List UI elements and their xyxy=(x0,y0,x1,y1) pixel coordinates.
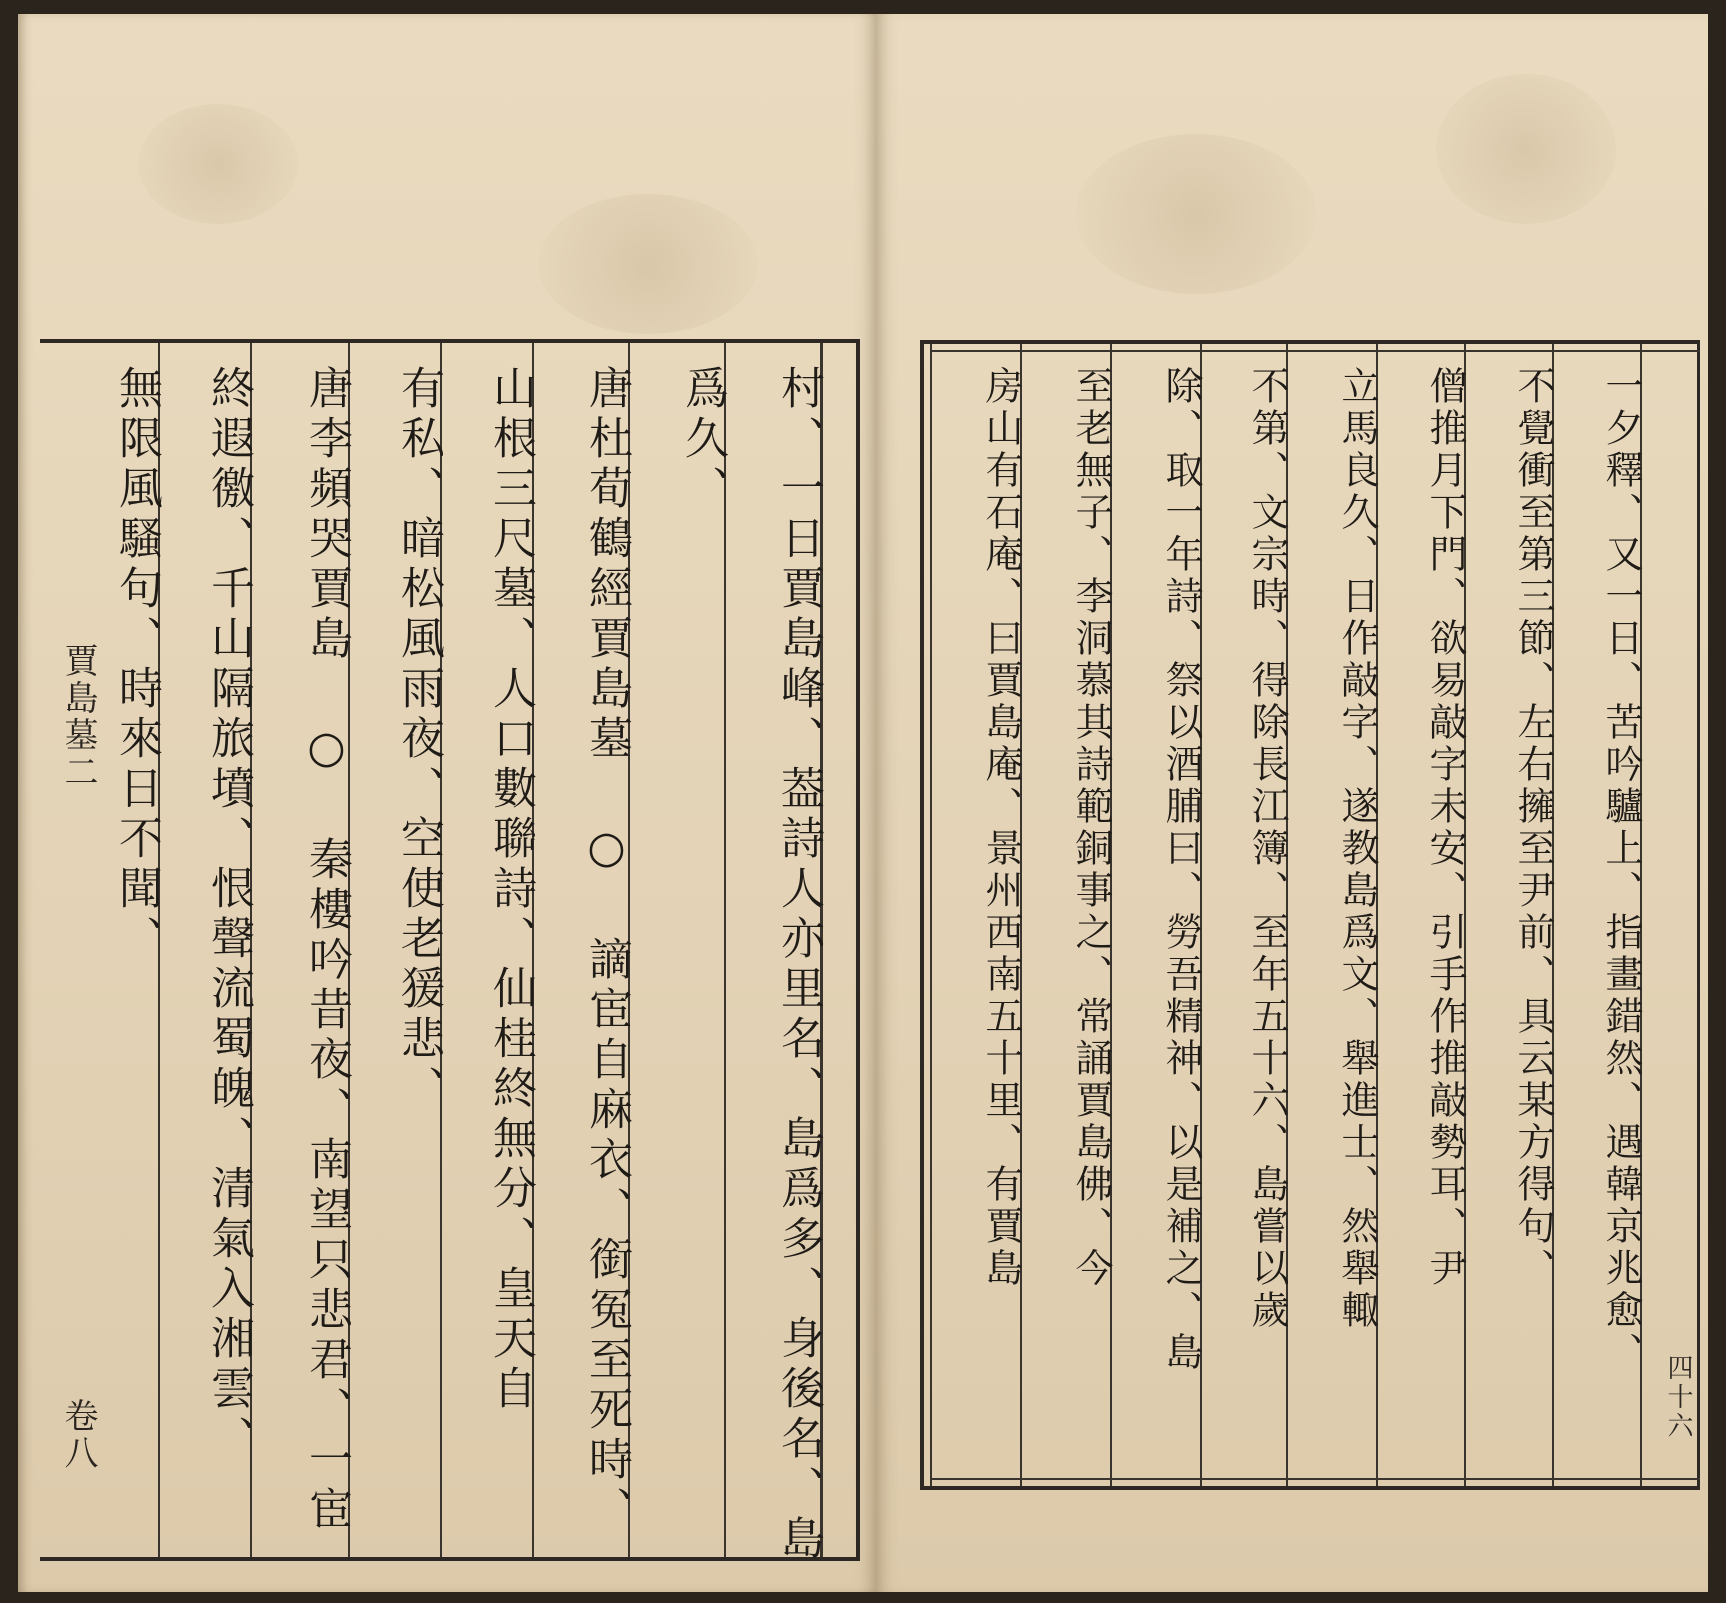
right-text-frame xyxy=(920,340,1700,1490)
left-column-3: 唐杜荀鶴經賈島墓 ○ 謫宦自麻衣、銜冤至死時、 xyxy=(581,365,632,1536)
fore-edge-volume: 卷八 xyxy=(58,1398,98,1472)
folio-number: 四十六 xyxy=(1663,1354,1693,1441)
left-column-7: 終遐徼、千山隔旅墳、恨聲流蜀魄、清氣入湘雲、 xyxy=(203,365,254,1465)
right-column-4: 立馬良久、日作敲字、遂教島爲文、舉進士、然舉輙 xyxy=(1335,366,1379,1332)
left-page xyxy=(18,14,877,1592)
left-text-frame xyxy=(40,339,860,1565)
left-column-5: 有私、暗松風雨夜、空使老猨悲、 xyxy=(393,365,444,1115)
right-column-8: 房山有石庵、曰賈島庵、景州西南五十里、有賈島 xyxy=(979,366,1023,1290)
right-column-7: 至老無子、李洞慕其詩範銅事之、常誦賈島佛、今 xyxy=(1069,366,1113,1290)
left-column-4: 山根三尺墓、人口數聯詩、仙桂終無分、皇天自 xyxy=(485,365,536,1415)
right-column-3: 僧推月下門、欲易敲字未安、引手作推敲勢耳、尹 xyxy=(1423,366,1467,1290)
left-column-8: 無限風騷句、時來日不聞、 xyxy=(111,365,162,965)
fore-edge-title: 賈島墓二 xyxy=(58,643,98,791)
right-column-6: 除、取一年詩、祭以酒脯曰、勞吾精神、以是補之、島 xyxy=(1159,366,1203,1374)
left-column-6: 唐李頻哭賈島 ○ 秦樓吟昔夜、南望只悲君、一宦 xyxy=(301,365,352,1536)
right-column-5: 不第、文宗時、得除長江簿、至年五十六、島嘗以歲 xyxy=(1245,366,1289,1332)
right-column-2: 不覺衝至第三節、左右擁至尹前、具云某方得句、 xyxy=(1511,366,1555,1290)
open-book xyxy=(18,14,1708,1592)
right-column-1: 一夕釋、又一日、苦吟驢上、指畫錯然、遇韓京兆愈、 xyxy=(1599,366,1643,1374)
right-page xyxy=(876,14,1708,1592)
left-column-1: 村、一日賈島峰、葢詩人亦里名、島爲多、身後名、島 xyxy=(773,365,824,1565)
left-column-2: 爲久、 xyxy=(677,365,728,515)
